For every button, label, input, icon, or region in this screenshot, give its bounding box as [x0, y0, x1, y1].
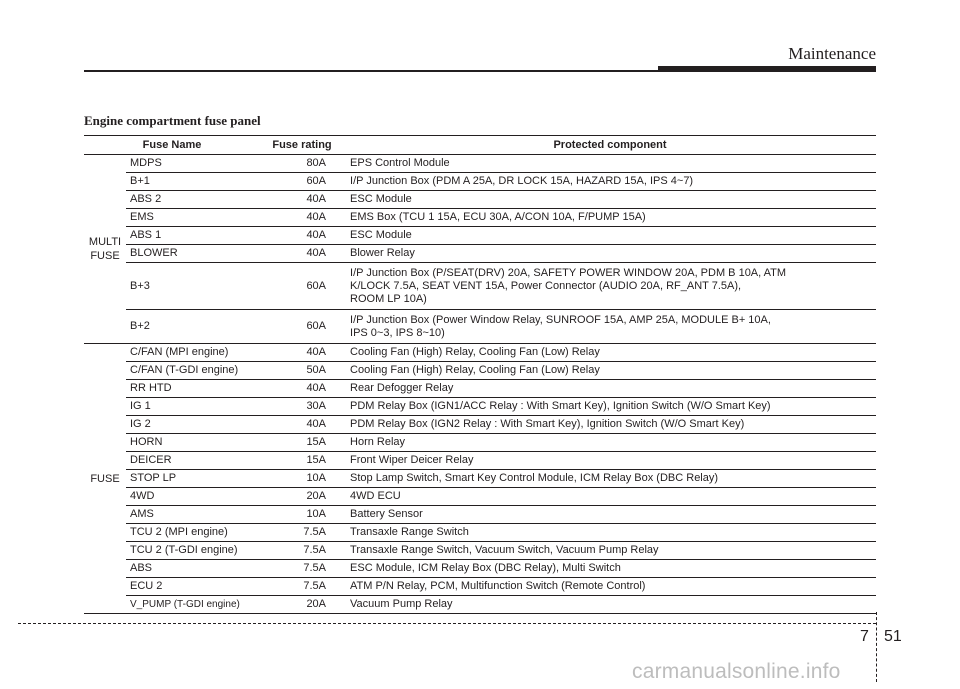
table-row	[84, 191, 876, 209]
fuse-name: RR HTD	[126, 380, 260, 398]
page-number: 51	[884, 628, 902, 645]
table-row	[84, 263, 876, 310]
protected-component: PDM Relay Box (IGN2 Relay : With Smart Key), Ignition Switch (W/O Smart Key)	[344, 416, 876, 434]
fuse-name: ECU 2	[126, 578, 260, 596]
fuse-rating: 40A	[260, 380, 344, 398]
table-row	[84, 470, 876, 488]
table-header-row	[84, 136, 876, 155]
fuse-name: MDPS	[126, 155, 260, 173]
table-row	[84, 452, 876, 470]
fuse-name: EMS	[126, 209, 260, 227]
fuse-rating: 10A	[260, 506, 344, 524]
protected-component: 4WD ECU	[344, 488, 876, 506]
footer-divider	[876, 612, 877, 682]
protected-component: ESC Module, ICM Relay Box (DBC Relay), Multi Switch	[344, 560, 876, 578]
page-header-title: Maintenance	[788, 44, 876, 63]
table-row	[84, 173, 876, 191]
fuse-rating: 7.5A	[260, 578, 344, 596]
protected-component: EPS Control Module	[344, 155, 876, 173]
group-label-line-2: FUSE	[90, 250, 120, 262]
table-row	[84, 344, 876, 362]
protected-component: ATM P/N Relay, PCM, Multifunction Switch (Remote Control)	[344, 578, 876, 596]
header-rule-thick	[658, 66, 876, 72]
protected-component: I/P Junction Box (P/SEAT(DRV) 20A, SAFETY POWER WINDOW 20A, PDM B 10A, ATM K/LOCK 7.5A, SEAT VENT 15A, Power Connector (AUDIO 20A, RF_ANT 7.5A), ROOM LP 10A)	[344, 263, 876, 310]
table-row	[84, 560, 876, 578]
fuse-name: STOP LP	[126, 470, 260, 488]
fuse-name: IG 2	[126, 416, 260, 434]
fuse-rating: 40A	[260, 416, 344, 434]
protected-component: Transaxle Range Switch, Vacuum Switch, Vacuum Pump Relay	[344, 542, 876, 560]
page-chapter-number: 7	[860, 628, 869, 645]
protected-component: Blower Relay	[344, 245, 876, 263]
group-label-fuse: FUSE	[84, 344, 126, 614]
protected-component: Cooling Fan (High) Relay, Cooling Fan (Low) Relay	[344, 362, 876, 380]
fuse-name: IG 1	[126, 398, 260, 416]
fuse-name: C/FAN (MPI engine)	[126, 344, 260, 362]
table-row	[84, 245, 876, 263]
group-label-multi-fuse	[84, 155, 126, 344]
column-header-fuse-name: Fuse Name	[84, 136, 260, 155]
fuse-name: B+3	[126, 263, 260, 310]
fuse-name: ABS 1	[126, 227, 260, 245]
protected-component: ESC Module	[344, 227, 876, 245]
fuse-rating: 15A	[260, 434, 344, 452]
fuse-rating: 40A	[260, 209, 344, 227]
protected-component: Cooling Fan (High) Relay, Cooling Fan (Low) Relay	[344, 344, 876, 362]
fuse-name: ABS 2	[126, 191, 260, 209]
table-row	[84, 155, 876, 173]
section-title: Engine compartment fuse panel	[84, 113, 261, 128]
table-row	[84, 542, 876, 560]
protected-component: I/P Junction Box (Power Window Relay, SUNROOF 15A, AMP 25A, MODULE B+ 10A, IPS 0~3, IPS 8~10)	[344, 310, 876, 344]
fuse-rating: 7.5A	[260, 560, 344, 578]
fuse-name: 4WD	[126, 488, 260, 506]
fuse-name: V_PUMP (T-GDI engine)	[126, 596, 260, 614]
protected-component: Stop Lamp Switch, Smart Key Control Module, ICM Relay Box (DBC Relay)	[344, 470, 876, 488]
table-row	[84, 227, 876, 245]
fuse-rating: 15A	[260, 452, 344, 470]
protected-component: Rear Defogger Relay	[344, 380, 876, 398]
table-row	[84, 434, 876, 452]
fuse-rating: 40A	[260, 245, 344, 263]
fuse-name: TCU 2 (MPI engine)	[126, 524, 260, 542]
protected-component: Horn Relay	[344, 434, 876, 452]
fuse-rating: 40A	[260, 344, 344, 362]
protected-component: Transaxle Range Switch	[344, 524, 876, 542]
fuse-rating: 40A	[260, 227, 344, 245]
fuse-rating: 50A	[260, 362, 344, 380]
protected-component: Vacuum Pump Relay	[344, 596, 876, 614]
protected-component: I/P Junction Box (PDM A 25A, DR LOCK 15A, HAZARD 15A, IPS 4~7)	[344, 173, 876, 191]
fuse-name: ABS	[126, 560, 260, 578]
fuse-rating: 60A	[260, 310, 344, 344]
fuse-table	[84, 135, 876, 614]
fuse-name: BLOWER	[126, 245, 260, 263]
fuse-name: B+1	[126, 173, 260, 191]
table-row	[84, 506, 876, 524]
fuse-name: HORN	[126, 434, 260, 452]
protected-component: Battery Sensor	[344, 506, 876, 524]
table-row	[84, 416, 876, 434]
table-row	[84, 380, 876, 398]
fuse-rating: 20A	[260, 596, 344, 614]
table-row	[84, 596, 876, 614]
table-row	[84, 310, 876, 344]
fuse-rating: 60A	[260, 263, 344, 310]
protected-component: Front Wiper Deicer Relay	[344, 452, 876, 470]
fuse-rating: 30A	[260, 398, 344, 416]
fuse-rating: 10A	[260, 470, 344, 488]
watermark: carmanualsonline.info	[632, 660, 841, 683]
fuse-rating: 7.5A	[260, 542, 344, 560]
fuse-rating: 80A	[260, 155, 344, 173]
fuse-name: B+2	[126, 310, 260, 344]
column-header-protected-component: Protected component	[344, 136, 876, 155]
fuse-name: TCU 2 (T-GDI engine)	[126, 542, 260, 560]
fuse-rating: 7.5A	[260, 524, 344, 542]
fuse-rating: 20A	[260, 488, 344, 506]
fuse-rating: 60A	[260, 173, 344, 191]
fuse-name: C/FAN (T-GDI engine)	[126, 362, 260, 380]
footer-rule	[18, 623, 876, 624]
table-row	[84, 488, 876, 506]
group-label-line-1: MULTI	[88, 236, 122, 248]
fuse-rating: 40A	[260, 191, 344, 209]
table-row	[84, 362, 876, 380]
header-rule	[84, 70, 658, 72]
fuse-name: AMS	[126, 506, 260, 524]
table-row	[84, 209, 876, 227]
fuse-name: DEICER	[126, 452, 260, 470]
protected-component: ESC Module	[344, 191, 876, 209]
table-row	[84, 578, 876, 596]
protected-component: EMS Box (TCU 1 15A, ECU 30A, A/CON 10A, F/PUMP 15A)	[344, 209, 876, 227]
table-row	[84, 398, 876, 416]
column-header-fuse-rating: Fuse rating	[260, 136, 344, 155]
protected-component: PDM Relay Box (IGN1/ACC Relay : With Smart Key), Ignition Switch (W/O Smart Key)	[344, 398, 876, 416]
table-row	[84, 524, 876, 542]
